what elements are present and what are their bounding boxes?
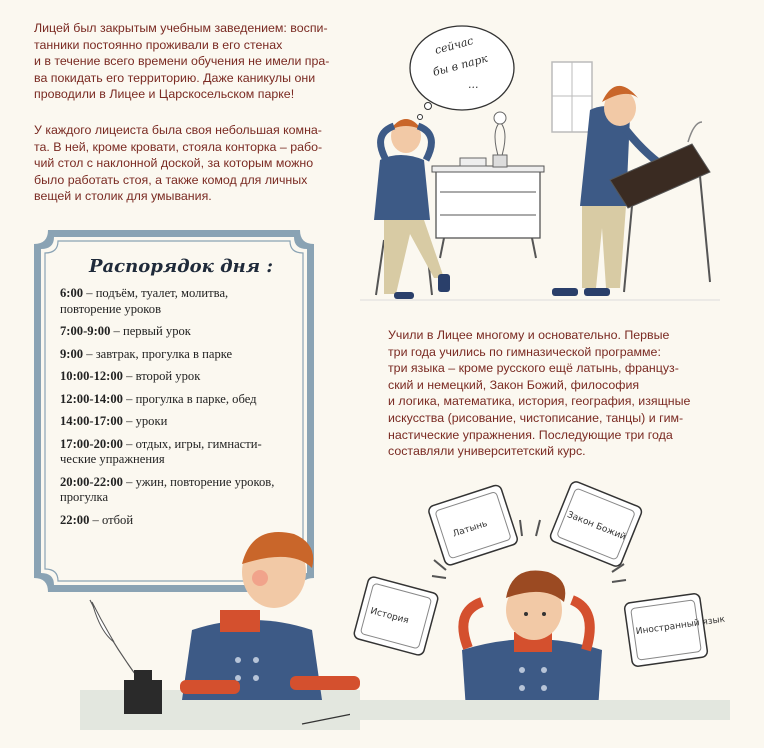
schedule-row	[60, 437, 300, 468]
book-history-label: История	[369, 606, 410, 627]
quill-icon	[90, 600, 138, 678]
book-latin-label: Латынь	[451, 518, 489, 540]
window-icon	[552, 62, 592, 132]
schedule-row	[60, 414, 300, 430]
books-illustration	[350, 480, 730, 720]
schedule-time: 20:00-22:00	[60, 474, 123, 489]
inkwell-icon	[124, 670, 162, 714]
schedule-activity: – прогулка в парке, обед	[122, 391, 257, 406]
schedule-activity: – отдых, игры, гимнасти- ческие упражнения	[60, 436, 262, 466]
schedule-row	[60, 392, 300, 408]
schedule-row	[60, 475, 300, 506]
confused-student	[462, 570, 602, 710]
schedule-activity: – завтрак, прогулка в парке	[83, 346, 233, 361]
book-foreign-label: Иностранный язык	[635, 614, 726, 638]
schedule-row	[60, 324, 300, 340]
pensive-student-illustration	[80, 520, 370, 740]
bubble-line-2: бы в парк	[431, 51, 490, 79]
book-history-icon	[353, 576, 439, 656]
schedule-activity: – первый урок	[110, 324, 191, 338]
schedule-time: 22:00	[60, 512, 90, 527]
schedule-activity: – отбой	[89, 512, 134, 527]
schedule-time: 17:00-20:00	[60, 436, 123, 451]
teaching-paragraph: Учили в Лицее многому и основательно. Первые три года учились по гимназической программе: три языка – кроме русского ещё латынь, француз- ский и немецкий, Закон Божий, философия и логика, математика, история, география, изящные искусства (рисование, чистописание, танцы) и гим- настические упражнения. Последующие три года составляли университетский курс.	[388, 328, 691, 459]
book-law-label: Закон Божий	[565, 509, 628, 543]
schedule-time: 7:00-9:00	[60, 324, 111, 338]
thought-bubble	[410, 26, 514, 120]
book-foreign-icon	[624, 590, 730, 667]
schedule-time: 12:00-14:00	[60, 391, 123, 406]
bubble-line-1: сейчас	[433, 34, 475, 57]
schedule-activity: – второй урок	[122, 369, 201, 383]
schedule-row	[60, 286, 300, 317]
schedule-list	[60, 286, 300, 535]
intro-paragraph-1: Лицей был закрытым учебным заведением: воспи- танники постоянно проживали в его стенах и в течение всего времени обучения не имели пра- ва покидать его территорию. Даже каникулы они проводили в Лицее и Царскосельском парке!	[34, 21, 330, 102]
schedule-title: Распорядок дня :	[88, 256, 273, 277]
schedule-row	[60, 369, 300, 385]
book-law-icon	[549, 480, 643, 568]
schedule-activity: – подъём, туалет, молитва, повторение уроков	[60, 286, 229, 316]
schedule-activity: – уроки	[122, 414, 168, 428]
pensive-student	[180, 532, 360, 700]
schedule-time: 6:00	[60, 286, 84, 300]
schedule-time: 14:00-17:00	[60, 414, 123, 428]
room-illustration	[340, 10, 740, 310]
bubble-line-3: ...	[468, 78, 479, 91]
schedule-row	[60, 347, 300, 363]
schedule-time: 10:00-12:00	[60, 369, 123, 383]
book-latin-icon	[427, 484, 518, 566]
schedule-activity: – ужин, повторение уроков, прогулка	[60, 474, 275, 504]
schedule-time: 9:00	[60, 346, 84, 361]
intro-paragraph-2: У каждого лицеиста была своя небольшая комна- та. В ней, кроме кровати, стояла конторка – рабо- чий стол с наклонной доской, за которым можно было работать стоя, а также комод для личных вещей и столик для умывания.	[34, 123, 323, 204]
table	[350, 700, 730, 720]
dresser	[432, 112, 544, 258]
